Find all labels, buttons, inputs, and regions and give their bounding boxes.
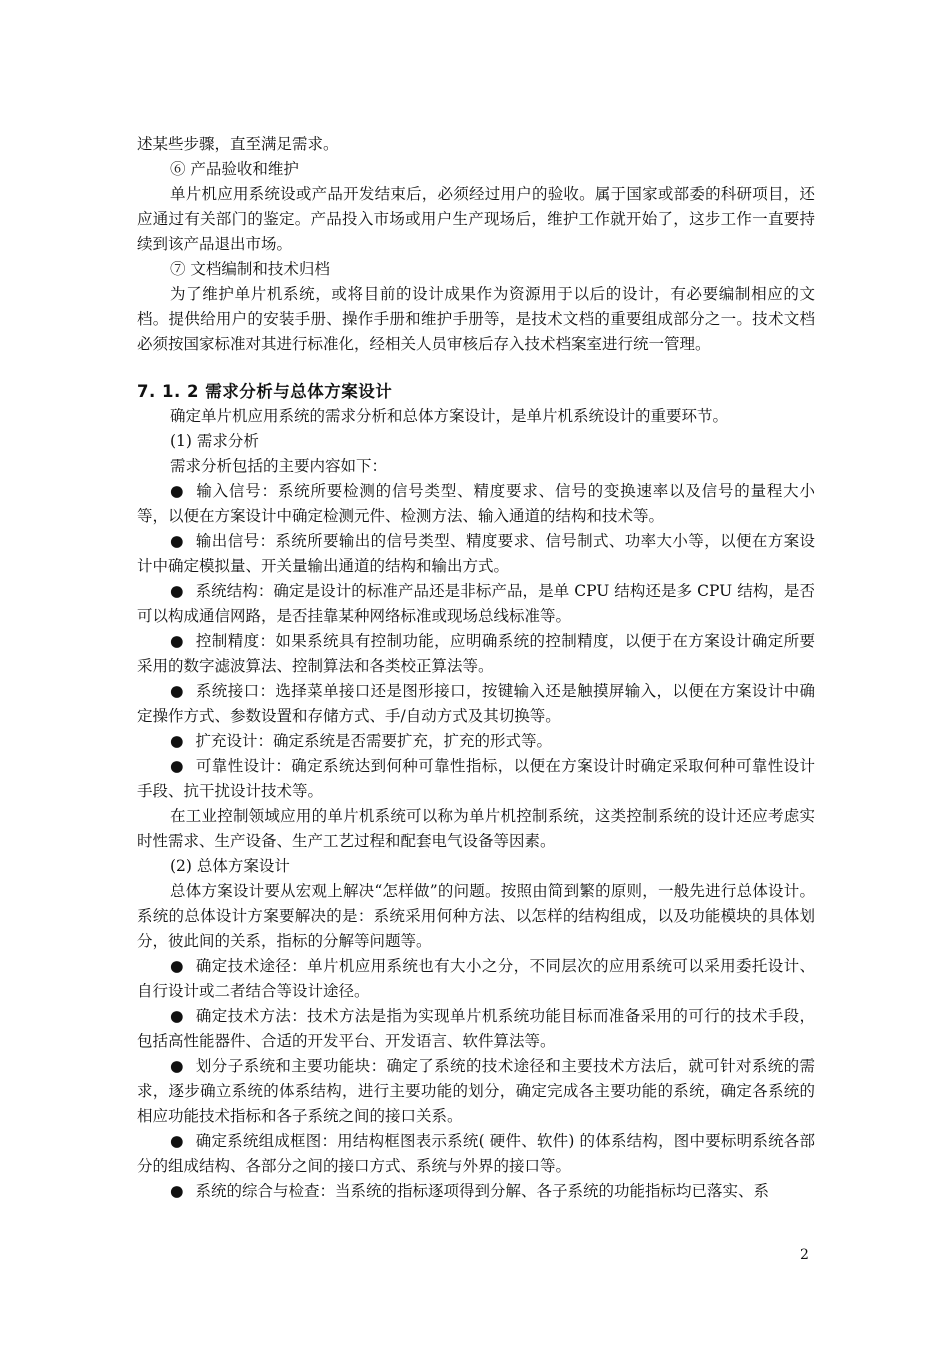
- bullet-item: [137, 629, 815, 679]
- bullet-text: 确定技术途径：单片机应用系统也有大小之分，不同层次的应用系统可以采用委托设计、自行设计或二者结合等设计途径。: [137, 957, 815, 1000]
- bullet-icon: ●: [170, 1057, 184, 1075]
- bullet-icon: ●: [170, 1182, 184, 1200]
- bullet-text: 系统接口：选择菜单接口还是图形接口，按键输入还是触摸屏输入，以便在方案设计中确定操作方式、参数设置和存储方式、手/自动方式及其切换等。: [137, 682, 815, 725]
- paragraph: 确定单片机应用系统的需求分析和总体方案设计，是单片机系统设计的重要环节。: [170, 407, 729, 425]
- paragraph: 需求分析包括的主要内容如下：: [170, 457, 388, 475]
- bullet-text: 控制精度：如果系统具有控制功能，应明确系统的控制精度，以便于在方案设计确定所要采用的数字滤波算法、控制算法和各类校正算法等。: [137, 632, 815, 675]
- paragraph: 为了维护单片机系统，或将目前的设计成果作为资源用于以后的设计，有必要编制相应的文档。提供给用户的安装手册、操作手册和维护手册等，是技术文档的重要组成部分之一。技术文档必须按国家标准对其进行标准化，经相关人员审核后存入技术档案室进行统一管理。: [137, 285, 815, 353]
- bullet-text: 确定技术方法：技术方法是指为实现单片机系统功能目标而准备采用的可行的技术手段，包括高性能器件、合适的开发平台、开发语言、软件算法等。: [137, 1007, 815, 1050]
- bullet-icon: ●: [170, 1007, 184, 1025]
- paragraph: 在工业控制领域应用的单片机系统可以称为单片机控制系统，这类控制系统的设计还应考虑实时性需求、生产设备、生产工艺过程和配套电气设备等因素。: [137, 807, 815, 850]
- bullet-icon: ●: [170, 482, 185, 500]
- paragraph: 述某些步骤，直至满足需求。: [137, 135, 339, 153]
- bullet-item: [137, 1179, 815, 1204]
- paragraph: 总体方案设计要从宏观上解决“怎样做”的问题。按照由简到繁的原则，一般先进行总体设计。系统的总体设计方案要解决的是：系统采用何种方法、以怎样的结构组成，以及功能模块的具体划分，彼此间的关系，指标的分解等问题等。: [137, 882, 815, 950]
- subsection-title: ⑥ 产品验收和维护: [170, 160, 299, 178]
- bullet-icon: ●: [170, 582, 184, 600]
- subsection-title: ⑦ 文档编制和技术归档: [170, 260, 330, 278]
- section-heading: 7. 1. 2 需求分析与总体方案设计: [137, 382, 393, 401]
- bullet-item: [137, 729, 815, 754]
- bullet-text: 划分子系统和主要功能块：确定了系统的技术途径和主要技术方法后，就可针对系统的需求，逐步确立系统的体系结构，进行主要功能的划分，确定完成各主要功能的系统，确定各系统的相应功能技术指标和各子系统之间的接口关系。: [137, 1057, 815, 1125]
- bullet-item: [137, 479, 815, 529]
- bullet-text: 确定系统组成框图：用结构框图表示系统( 硬件、软件) 的体系结构，图中要标明系统各部分的组成结构、各部分之间的接口方式、系统与外界的接口等。: [137, 1132, 816, 1175]
- bullet-icon: ●: [170, 532, 184, 550]
- paragraph: 单片机应用系统设或产品开发结束后，必须经过用户的验收。属于国家或部委的科研项目，还应通过有关部门的鉴定。产品投入市场或用户生产现场后，维护工作就开始了，这步工作一直要持续到该产品退出市场。: [137, 185, 815, 253]
- bullet-icon: ●: [170, 682, 184, 700]
- page-body: [137, 132, 815, 1204]
- bullet-icon: ●: [170, 1132, 184, 1150]
- bullet-item: [137, 754, 815, 804]
- bullet-item: [137, 954, 815, 1004]
- bullet-icon: ●: [170, 732, 184, 750]
- bullet-text: 输出信号：系统所要输出的信号类型、精度要求、信号制式、功率大小等，以便在方案设计中确定模拟量、开关量输出通道的结构和输出方式。: [137, 532, 815, 575]
- bullet-item: [137, 579, 815, 629]
- bullet-icon: ●: [170, 632, 184, 650]
- bullet-item: [137, 1054, 815, 1129]
- subsection-title: (2) 总体方案设计: [170, 857, 290, 875]
- bullet-item: [137, 1129, 815, 1179]
- bullet-text: 可靠性设计：确定系统达到何种可靠性指标，以便在方案设计时确定采取何种可靠性设计手段、抗干扰设计技术等。: [137, 757, 815, 800]
- bullet-item: [137, 529, 815, 579]
- subsection-title: (1) 需求分析: [170, 432, 259, 450]
- bullet-text: 输入信号：系统所要检测的信号类型、精度要求、信号的变换速率以及信号的量程大小等，以便在方案设计中确定检测元件、检测方法、输入通道的结构和技术等。: [137, 482, 815, 525]
- bullet-text: 扩充设计：确定系统是否需要扩充，扩充的形式等。: [195, 732, 553, 750]
- bullet-item: [137, 679, 815, 729]
- bullet-text: 系统的综合与检查：当系统的指标逐项得到分解、各子系统的功能指标均已落实、系: [195, 1182, 770, 1200]
- bullet-item: [137, 1004, 815, 1054]
- page-number: 2: [800, 1247, 809, 1263]
- bullet-text: 系统结构：确定是设计的标准产品还是非标产品，是单 CPU 结构还是多 CPU 结构，是否可以构成通信网路，是否挂靠某种网络标准或现场总线标准等。: [137, 582, 815, 625]
- bullet-icon: ●: [170, 957, 184, 975]
- bullet-icon: ●: [170, 757, 184, 775]
